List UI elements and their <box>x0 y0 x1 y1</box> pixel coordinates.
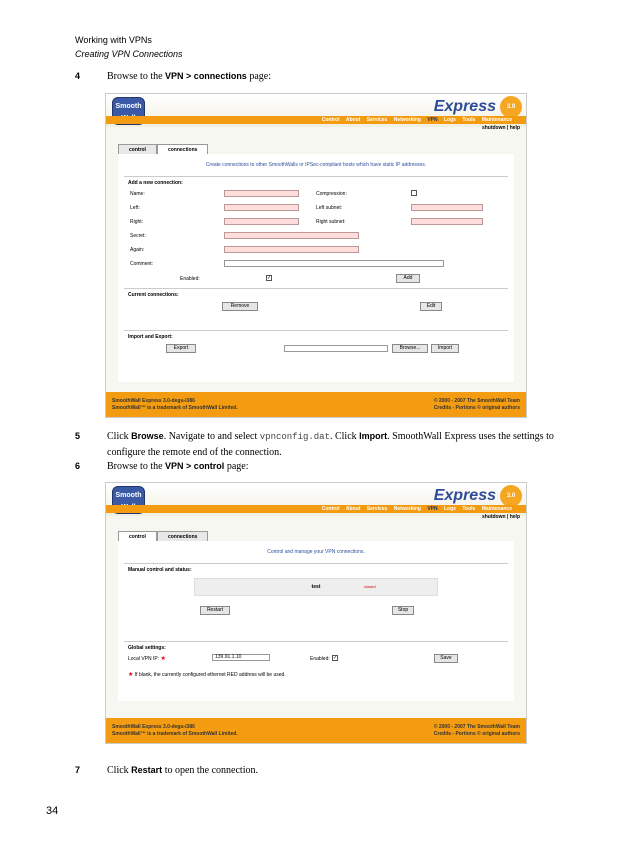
nav-vpn[interactable]: VPN <box>427 506 438 512</box>
add-connection-panel <box>124 176 508 284</box>
right-subnet-field[interactable] <box>411 218 483 225</box>
step-text: Click Restart to open the connection. <box>107 765 258 776</box>
footer-version: SmoothWall Express 3.0-degu-i386 <box>112 724 195 730</box>
smoothwall-logo: Smooth <box>112 97 145 125</box>
screenshot-vpn-connections <box>105 93 527 418</box>
footer-trademark: SmoothWall™ is a trademark of SmoothWall Limited. <box>112 731 238 737</box>
panel-title: Current connections: <box>128 292 179 298</box>
restart-button[interactable]: Restart <box>200 606 230 615</box>
compression-checkbox[interactable] <box>411 190 417 196</box>
smoothwall-logo: Smooth <box>112 486 145 514</box>
browse-button[interactable]: Browse... <box>392 344 428 353</box>
version-badge: 3.0 <box>500 485 522 507</box>
footer-bar <box>106 392 526 417</box>
local-ip-field[interactable]: 139.91.1.10 <box>212 654 270 661</box>
field-label: Secret: <box>130 233 146 239</box>
remove-button[interactable]: Remove <box>222 302 258 311</box>
connection-row <box>194 578 438 596</box>
nav-logs[interactable]: Logs <box>444 506 456 512</box>
nav-about[interactable]: About <box>345 506 361 512</box>
field-label: Left subnet: <box>316 205 343 211</box>
screenshot-vpn-control <box>105 482 527 744</box>
tab-control[interactable]: control <box>118 144 157 155</box>
field-label: Left: <box>130 205 140 211</box>
step-text: Browse to the VPN > connections page: <box>107 71 271 82</box>
nav-logs[interactable]: Logs <box>444 117 456 123</box>
step-number: 5 <box>75 431 81 441</box>
nav-networking[interactable]: Networking <box>393 506 421 512</box>
connection-name: test <box>311 584 321 590</box>
import-export-panel <box>124 330 508 370</box>
save-button[interactable]: Save <box>434 654 458 663</box>
tab-control[interactable]: control <box>118 531 157 542</box>
again-field[interactable] <box>224 246 359 253</box>
step-text: Browse to the VPN > control page: <box>107 461 249 472</box>
nav-services[interactable]: Services <box>366 506 388 512</box>
footer-credits[interactable]: Credits - Portions © original authors <box>433 731 520 737</box>
field-label: Compression: <box>316 191 347 197</box>
edit-button[interactable]: Edit <box>420 302 442 311</box>
shutdown-help-links[interactable]: shutdown | help <box>481 514 520 520</box>
enabled-label: Enabled: <box>310 656 330 662</box>
field-label: Right: <box>130 219 144 225</box>
name-field[interactable] <box>224 190 299 197</box>
enabled-checkbox[interactable]: ✓ <box>333 655 338 661</box>
required-star-icon: ★ <box>160 656 166 662</box>
left-subnet-field[interactable] <box>411 204 483 211</box>
nav-tools[interactable]: Tools <box>462 506 476 512</box>
step-number: 6 <box>75 461 81 471</box>
tab-connections[interactable]: connections <box>157 144 208 155</box>
import-button[interactable]: Import <box>431 344 459 353</box>
stop-button[interactable]: Stop <box>392 606 414 615</box>
nav-maintenance[interactable]: Maintenance <box>481 117 512 123</box>
export-button[interactable]: Export <box>166 344 196 353</box>
step-number: 7 <box>75 765 81 775</box>
nav-tools[interactable]: Tools <box>462 117 476 123</box>
left-field[interactable] <box>224 204 299 211</box>
panel-title: Add a new connection: <box>128 180 183 186</box>
field-label: Comment: <box>130 261 154 267</box>
nav-about[interactable]: About <box>345 117 361 123</box>
version-badge: 3.0 <box>500 96 522 118</box>
panel-title: Manual control and status: <box>128 567 192 573</box>
running-header-section: Creating VPN Connections <box>75 49 183 59</box>
nav-vpn[interactable]: VPN <box>427 117 438 123</box>
field-label: Again: <box>130 247 145 253</box>
intro-text: Create connections to other SmoothWalls or IPSec-compliant hosts which have static IP addresses. <box>205 162 427 168</box>
running-header-chapter: Working with VPNs <box>75 35 152 45</box>
field-label: Name: <box>130 191 145 197</box>
required-star-icon: ★ <box>128 672 134 678</box>
file-path-field[interactable] <box>284 345 388 352</box>
nav-services[interactable]: Services <box>366 117 388 123</box>
global-settings-panel <box>124 641 508 691</box>
secret-field[interactable] <box>224 232 359 239</box>
page-number: 34 <box>46 805 59 817</box>
panel-title: Global settings: <box>128 645 166 651</box>
nav-control[interactable]: Control <box>321 117 340 123</box>
step-number: 4 <box>75 71 81 81</box>
local-ip-label: Local VPN IP: ★ <box>128 656 166 662</box>
product-name: Express <box>433 98 496 115</box>
manual-control-panel <box>124 563 508 635</box>
intro-text: Control and manage your VPN connections. <box>267 549 365 555</box>
footer-bar <box>106 718 526 743</box>
footer-trademark: SmoothWall™ is a trademark of SmoothWall Limited. <box>112 405 238 411</box>
product-name: Express <box>433 487 496 504</box>
footer-copyright: © 2000 - 2007 The SmoothWall Team <box>433 398 520 404</box>
nav-networking[interactable]: Networking <box>393 117 421 123</box>
footer-copyright: © 2000 - 2007 The SmoothWall Team <box>433 724 520 730</box>
enabled-checkbox[interactable]: ✓ <box>267 275 272 281</box>
nav-control[interactable]: Control <box>321 506 340 512</box>
tab-connections[interactable]: connections <box>157 531 208 542</box>
content-area <box>118 154 514 382</box>
step-text: Click Browse. Navigate to and select vpnconfig.dat. Click Import. SmoothWall Express uses the settings to configure the remote end of the connection. <box>107 431 554 458</box>
footer-version: SmoothWall Express 3.0-degu-i386 <box>112 398 195 404</box>
footer-credits[interactable]: Credits - Portions © original authors <box>433 405 520 411</box>
field-label: Enabled: <box>180 276 200 282</box>
content-area <box>118 541 514 701</box>
shutdown-help-links[interactable]: shutdown | help <box>481 125 520 131</box>
field-label: Right subnet: <box>316 219 346 225</box>
blank-ip-note: ★ If blank, the currently configured ethernet RED address will be used. <box>128 672 286 678</box>
connection-status: closed <box>364 584 376 589</box>
current-connections-panel <box>124 288 508 326</box>
panel-title: Import and Export: <box>128 334 173 340</box>
right-field[interactable] <box>224 218 299 225</box>
comment-field[interactable] <box>224 260 444 267</box>
nav-maintenance[interactable]: Maintenance <box>481 506 512 512</box>
add-button[interactable]: Add <box>396 274 420 283</box>
